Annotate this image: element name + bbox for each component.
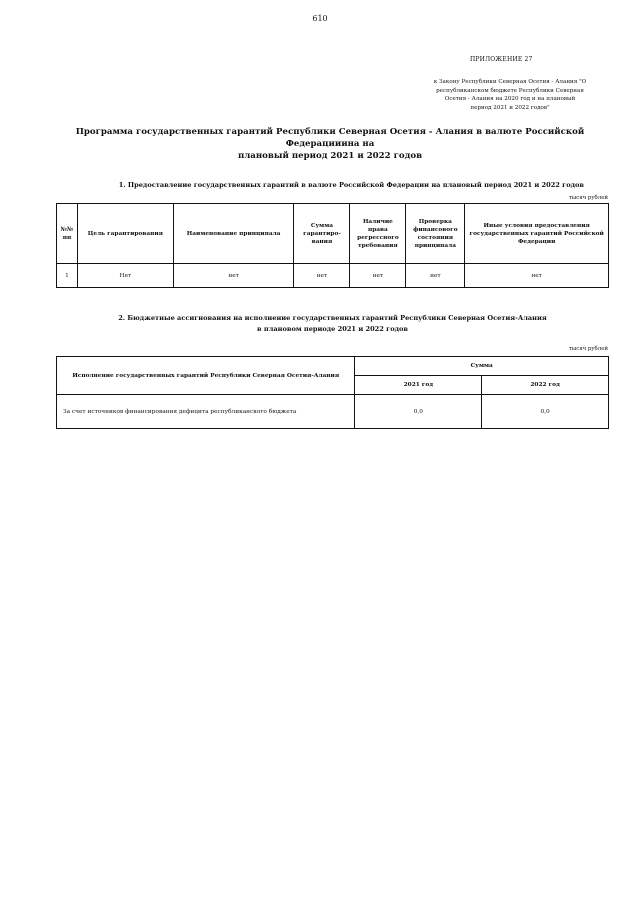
section-2-heading (56, 313, 609, 335)
section-2-heading-line-1: 2. Бюджетные ассигнования на исполнение государственных гарантий Республики Северная Осетия-Алания (118, 314, 547, 322)
header-cell: Проверка финансового состояния принципала (406, 204, 465, 264)
appendix-label: ПРИЛОЖЕНИЕ 27 (470, 56, 533, 63)
header-cell: Сумма (355, 357, 609, 376)
header-cell: Наличие права регрессного требования (350, 204, 406, 264)
table-cell: нет (350, 264, 406, 288)
title-line-2: плановый период 2021 и 2022 годов (237, 151, 423, 161)
law-reference-line: период 2021 и 2022 годов" (470, 104, 550, 111)
table-cell: нет (406, 264, 465, 288)
table-header-row (57, 204, 609, 264)
document-title (40, 126, 620, 162)
table-cell: 0,0 (355, 395, 482, 429)
table-cell: За счет источников финансирования дефицита республиканского бюджета (57, 395, 355, 429)
header-cell: Иные условия предоставления государственных гарантий Российской Федерации (465, 204, 609, 264)
header-cell: Исполнение государственных гарантий Республики Северная Осетия-Алания (57, 357, 355, 395)
table-cell: нет (294, 264, 350, 288)
section-1-unit: тысяч рублей (568, 195, 608, 201)
table-cell: нет (173, 264, 294, 288)
page-number: 610 (312, 14, 328, 23)
header-cell: Наименование принципала (173, 204, 294, 264)
guarantees-table (56, 203, 609, 288)
header-cell: Цель гарантирования (77, 204, 173, 264)
table-cell: 0,0 (482, 395, 609, 429)
law-reference (410, 78, 610, 112)
table-cell: 1 (57, 264, 78, 288)
header-cell: №№ пп (57, 204, 78, 264)
table-row (57, 395, 609, 429)
law-reference-line: Осетия - Алания на 2020 год и на плановый (444, 96, 576, 102)
table-row (57, 264, 609, 288)
table-header-row (57, 357, 609, 376)
law-reference-line: к Закону Республики Северная Осетия - Алания "О (433, 79, 587, 85)
section-1-heading: 1. Предоставление государственных гарантий в валюте Российской Федерации на плановый период 2021 и 2022 годов (118, 181, 584, 189)
header-cell: 2022 год (482, 376, 609, 395)
title-line-1: Программа государственных гарантий Республики Северная Осетия - Алания в валюте Российской Федерацииина на (75, 127, 585, 149)
table-cell: Нет (77, 264, 173, 288)
section-2-unit: тысяч рублей (568, 346, 608, 352)
law-reference-line: республиканском бюджете Республики Северная (436, 87, 584, 94)
table-cell: нет (465, 264, 609, 288)
section-2-heading-line-2: в плановом периоде 2021 и 2022 годов (257, 325, 408, 333)
header-cell: Сумма гарантиро-вания (294, 204, 350, 264)
budget-allocations-table (56, 356, 609, 429)
header-cell: 2021 год (355, 376, 482, 395)
